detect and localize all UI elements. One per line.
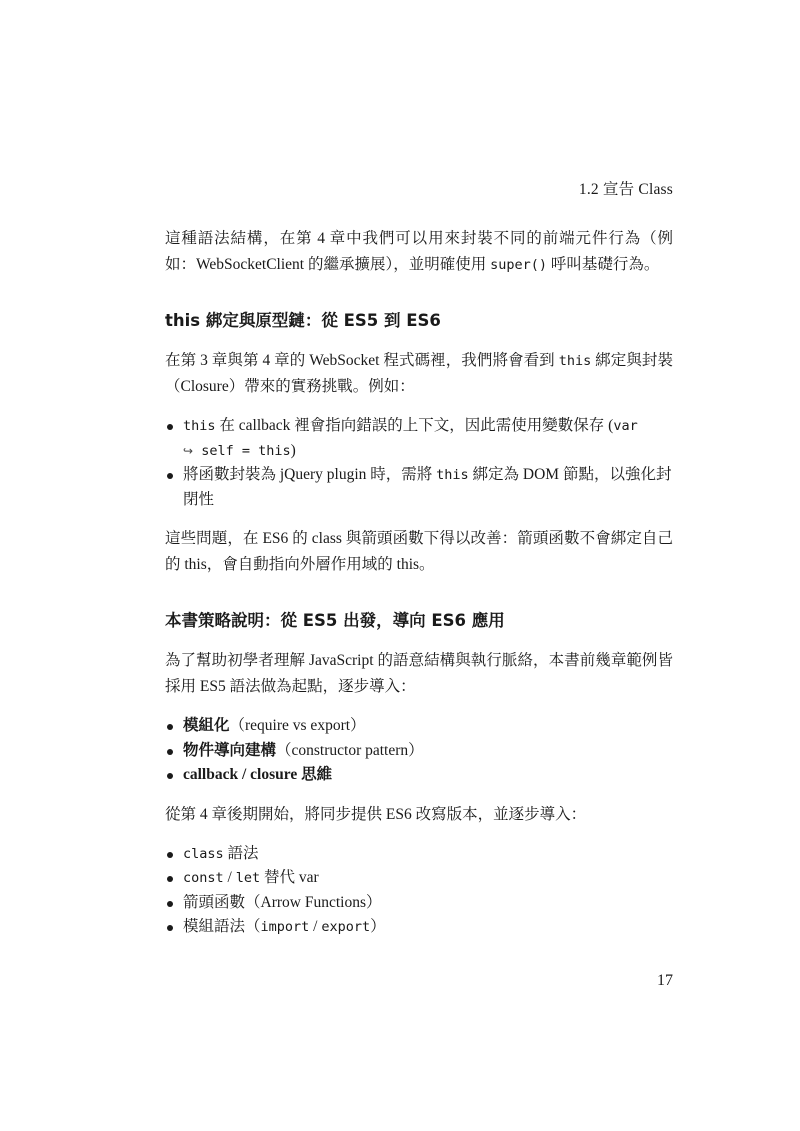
bullet-icon: [167, 773, 173, 779]
list-item-text-end: 綁定為 DOM 節點，以強化封閉性: [183, 466, 672, 508]
list-item-text-end: ）: [370, 918, 386, 935]
section1-text: 在第 3 章與第 4 章的 WebSocket 程式碼裡，我們將會看到: [165, 352, 559, 369]
section-heading-this-binding: this 綁定與原型鏈：從 ES5 到 ES6: [165, 311, 441, 330]
list-item-text-end: ): [290, 441, 296, 459]
book-page: [165, 0, 673, 1131]
code-var: var: [613, 418, 638, 434]
list-item: [165, 842, 673, 867]
code-super: super(): [490, 257, 547, 273]
section2-paragraph-es6: 從第 4 章後期開始，將同步提供 ES6 改寫版本，並逐步導入：: [165, 805, 587, 823]
section1-closing-paragraph: 這些問題，在 ES6 的 class 與箭頭函數下得以改善：箭頭函數不會綁定自己的 this，會自動指向外層作用域的 this。: [165, 530, 673, 573]
list-item-bold: callback / closure 思維: [183, 766, 333, 783]
list-item: [165, 915, 673, 940]
list-item-separator: /: [223, 869, 236, 886]
code-let: let: [235, 870, 261, 886]
code-import: import: [260, 919, 310, 935]
bullet-icon: [167, 925, 173, 931]
list-item-bold: 模組化: [183, 717, 230, 734]
section2-paragraph: 為了幫助初學者理解 JavaScript 的語意結構與執行脈絡，本書前幾章範例皆採用 ES5 語法做為起點，逐步導入：: [165, 652, 673, 695]
code-this: this: [558, 353, 592, 369]
code-this: this: [183, 418, 216, 434]
list-item-text: 語法: [223, 844, 259, 862]
section1-text-end: 綁定與封裝（Closure）帶來的實務挑戰。例如：: [165, 352, 673, 395]
list-item: [165, 891, 673, 916]
list-item: [165, 866, 673, 891]
code-self-this: self = this: [193, 442, 291, 459]
section1-paragraph: [165, 348, 673, 400]
bullet-icon: [167, 424, 173, 430]
list-item-text: 箭頭函數（Arrow Functions）: [183, 893, 382, 911]
code-this: this: [436, 467, 469, 483]
bullet-icon: [167, 724, 173, 730]
list-item: [165, 739, 673, 764]
code-class: class: [183, 845, 224, 862]
page-number: 17: [657, 972, 673, 989]
es6-topics-list: [165, 842, 673, 940]
code-export: export: [321, 919, 371, 935]
intro-text: 這種語法結構，在第 4 章中我們可以用來封裝不同的前端元件行為（例如：WebSocketClient 的繼承擴展），並明確使用: [165, 230, 673, 273]
bullet-icon: [167, 876, 173, 882]
code-const: const: [183, 870, 224, 886]
bullet-icon: [167, 852, 173, 858]
bullet-icon: [167, 473, 173, 479]
intro-paragraph: [165, 226, 673, 278]
list-item: [165, 714, 673, 739]
list-item-text: 在 callback 裡會指向錯誤的上下文，因此需使用變數保存 (: [215, 417, 614, 434]
section-heading-book-strategy: 本書策略說明：從 ES5 出發，導向 ES6 應用: [165, 611, 505, 630]
page-content: [165, 226, 673, 940]
list-item-text: 模組語法（: [183, 918, 261, 935]
list-item-separator: /: [309, 918, 322, 935]
list-item-text: （constructor pattern）: [276, 741, 424, 759]
list-item-text: 替代 var: [260, 869, 319, 886]
this-pitfalls-list: [165, 414, 673, 512]
es5-topics-list: [165, 714, 673, 788]
list-item: [165, 463, 673, 512]
bullet-icon: [167, 901, 173, 907]
running-header: 1.2 宣告 Class: [578, 181, 673, 198]
intro-text-end: 呼叫基礎行為。: [547, 256, 660, 273]
line-wrap-arrow-icon: ↪: [183, 443, 194, 458]
list-item-bold: 物件導向建構: [183, 741, 277, 759]
list-item: [165, 763, 673, 788]
list-item-text: （require vs export）: [229, 717, 366, 734]
bullet-icon: [167, 749, 173, 755]
list-item-text: 將函數封裝為 jQuery plugin 時，需將: [183, 466, 437, 483]
list-item: [165, 414, 673, 463]
